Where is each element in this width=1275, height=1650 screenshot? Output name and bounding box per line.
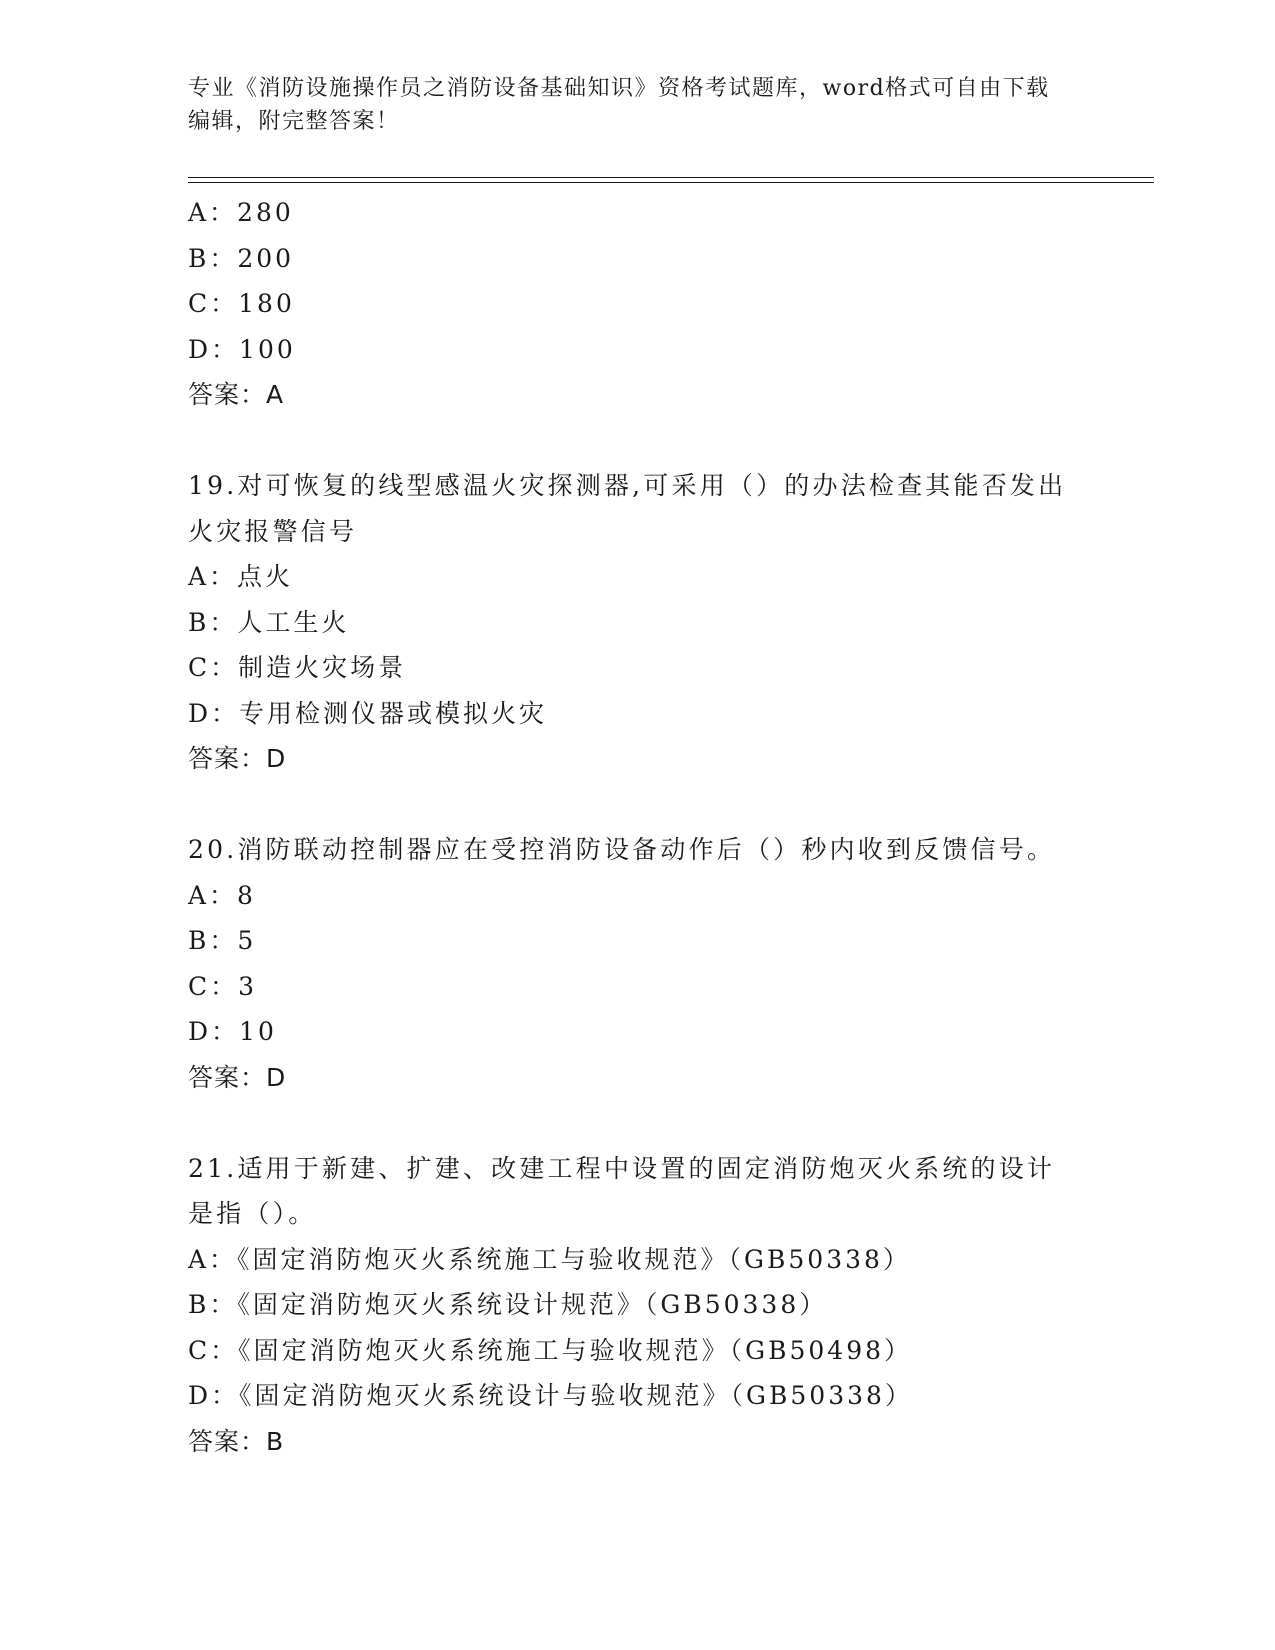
question-19 [188, 463, 1088, 782]
question-stem: 20.消防联动控制器应在受控消防设备动作后（）秒内收到反馈信号。 [188, 835, 1056, 864]
answer-line: 答案：A [188, 380, 285, 409]
option-c: C：制造火灾场景 [188, 653, 407, 682]
answer-line: 答案：D [188, 1062, 287, 1092]
header-rule-top [188, 177, 1154, 178]
option-d: D：《固定消防炮灭火系统设计与验收规范》（GB50338） [188, 1381, 913, 1410]
question-content [188, 190, 1088, 1464]
option-b: B：人工生火 [188, 607, 350, 637]
option-c: C：3 [188, 971, 258, 1001]
question-stem: 21.适用于新建、扩建、改建工程中设置的固定消防炮灭火系统的设计是指（）。 [188, 1153, 1056, 1228]
question-20 [188, 827, 1088, 1100]
question-21 [188, 1146, 1088, 1465]
spacer [188, 782, 1088, 828]
question-18-continued [188, 190, 1088, 418]
option-d: D：100 [188, 334, 296, 364]
option-d: D：10 [188, 1017, 277, 1046]
spacer [188, 418, 1088, 464]
option-a: A：8 [188, 880, 256, 910]
option-c: C：180 [188, 289, 295, 318]
option-a: A：《固定消防炮灭火系统施工与验收规范》（GB50338） [188, 1244, 911, 1274]
question-stem: 19.对可恢复的线型感温火灾探测器,可采用（）的办法检查其能否发出火灾报警信号 [188, 471, 1067, 546]
answer-line: 答案：D [188, 744, 287, 773]
spacer [188, 1100, 1088, 1146]
option-a: A：280 [188, 198, 294, 227]
option-b: B：5 [188, 926, 257, 955]
option-c: C：《固定消防炮灭火系统施工与验收规范》（GB50498） [188, 1335, 913, 1365]
option-d: D：专用检测仪器或模拟火灾 [188, 698, 548, 728]
option-a: A：点火 [188, 562, 294, 591]
document-header: 专业《消防设施操作员之消防设备基础知识》资格考试题库，word格式可自由下载编辑，附完整答案！ [188, 76, 1050, 134]
option-b: B：《固定消防炮灭火系统设计规范》（GB50338） [188, 1290, 828, 1319]
option-b: B：200 [188, 243, 295, 273]
header-rule-bottom [188, 182, 1154, 183]
answer-line: 答案：B [188, 1426, 285, 1456]
